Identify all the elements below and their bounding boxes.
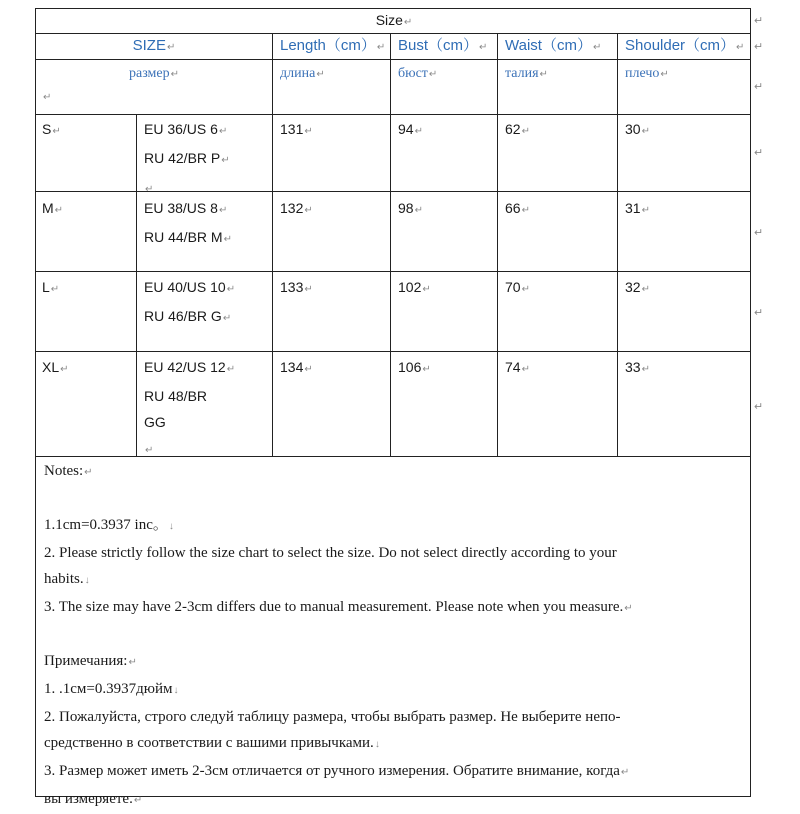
row-xl-waist: 74↵ (505, 359, 530, 375)
header-ru-size: размер↵ (128, 66, 179, 81)
row-m-bust: 98↵ (398, 200, 423, 216)
header-ru-shoulder: плечо↵ (625, 66, 669, 81)
notes-heading: Notes:↵ (44, 463, 93, 479)
row-s-length: 131↵ (280, 121, 313, 137)
row-end-mark: ↵ (754, 401, 764, 413)
header-shoulder: Shoulder（cm）↵ (625, 37, 745, 54)
header-length: Length（cm）↵ (280, 37, 386, 54)
row-s-conversion: EU 36/US 6↵ RU 42/BR P↵ ↵ (144, 121, 230, 195)
header-size: SIZE↵ (132, 37, 176, 54)
header-waist: Waist（cm）↵ (505, 37, 602, 54)
table-title: Size↵ (375, 12, 413, 28)
row-s-bust: 94↵ (398, 121, 423, 137)
notes-ru-heading: Примечания:↵ (44, 653, 137, 669)
row-l-bust: 102↵ (398, 279, 431, 295)
row-xl-conversion: EU 42/US 12↵ RU 48/BR GG ↵ (144, 359, 236, 456)
row-l-conversion: EU 40/US 10↵ RU 46/BR G↵ (144, 279, 236, 324)
row-s-size: S↵ (42, 121, 61, 137)
note-en-2: 2. Please strictly follow the size chart to select the size. Do not select directly according to your (44, 545, 617, 561)
row-end-mark: ↵ (754, 147, 764, 159)
row-m-conversion: EU 38/US 8↵ RU 44/BR M↵ (144, 200, 232, 245)
row-end-mark: ↵ (754, 41, 764, 53)
row-l-shoulder: 32↵ (625, 279, 650, 295)
header-ru-length: длина↵ (280, 66, 325, 81)
row-m-length: 132↵ (280, 200, 313, 216)
row-end-mark: ↵ (754, 307, 764, 319)
note-ru-3: 3. Размер может иметь 2-3см отличается от ручного измерения. Обратите внимание, когда↵ (44, 763, 630, 779)
row-end-mark: ↵ (754, 15, 764, 27)
paragraph-mark: ↵ (43, 92, 52, 103)
row-l-size: L↵ (42, 279, 60, 295)
header-ru-bust: бюст↵ (398, 66, 438, 81)
header-ru-waist: талия↵ (505, 66, 548, 81)
note-en-2-cont: habits.↓ (44, 571, 90, 587)
row-m-size: M↵ (42, 200, 64, 216)
notes-section (44, 458, 749, 814)
row-xl-shoulder: 33↵ (625, 359, 650, 375)
row-l-waist: 70↵ (505, 279, 530, 295)
note-ru-2: 2. Пожалуйста, строго следуй таблицу размера, чтобы выбрать размер. Не выберите непо- (44, 709, 621, 725)
note-en-1: 1.1cm=0.3937 inc。↓ (44, 517, 174, 533)
note-ru-3-cont: вы измеряете.↵ (44, 791, 143, 807)
row-s-shoulder: 30↵ (625, 121, 650, 137)
row-m-waist: 66↵ (505, 200, 530, 216)
row-xl-bust: 106↵ (398, 359, 431, 375)
row-m-shoulder: 31↵ (625, 200, 650, 216)
row-s-waist: 62↵ (505, 121, 530, 137)
note-ru-2-cont: средственно в соответствии с вашими привычками.↓ (44, 735, 380, 751)
row-end-mark: ↵ (754, 81, 764, 93)
row-end-mark: ↵ (754, 227, 764, 239)
row-xl-size: XL↵ (42, 359, 69, 375)
header-bust: Bust（cm）↵ (398, 37, 488, 54)
note-ru-1: 1. .1см=0.3937дюйм↓ (44, 681, 179, 697)
row-l-length: 133↵ (280, 279, 313, 295)
row-xl-length: 134↵ (280, 359, 313, 375)
note-en-3: 3. The size may have 2-3cm differs due to manual measurement. Please note when you measure.↵ (44, 599, 633, 615)
